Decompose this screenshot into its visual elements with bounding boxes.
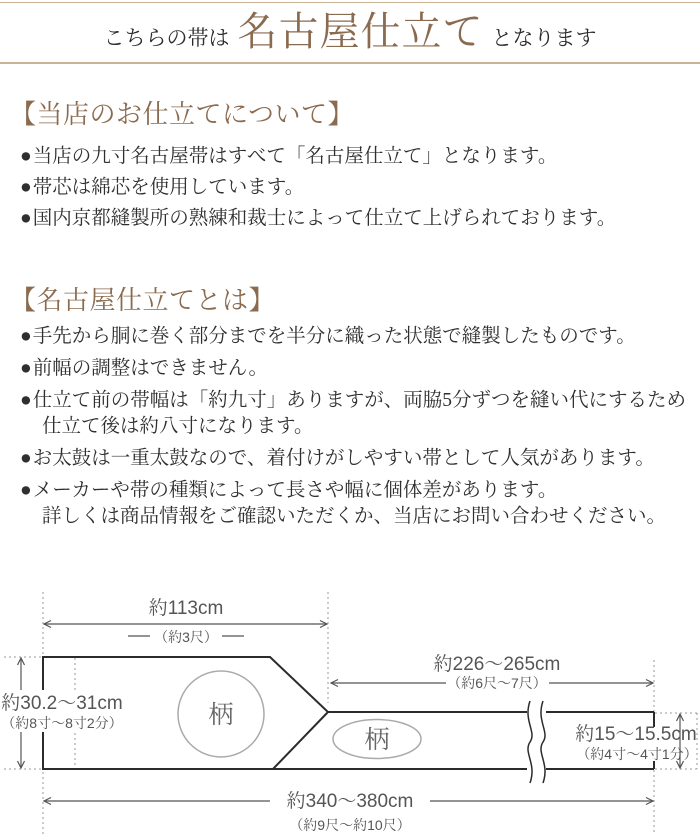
- list-item: [20, 144, 616, 170]
- bullet-marker: ●: [20, 208, 32, 229]
- wide-width-cm-label: 約30.2〜31cm: [1, 693, 123, 714]
- bullet-marker: ●: [20, 480, 32, 501]
- bullet-text: 当店の九寸名古屋帯はすべて「名古屋仕立て」となります。: [32, 146, 558, 167]
- obi-outline: [43, 657, 654, 769]
- header-rule: [0, 62, 700, 64]
- bullet-marker: ●: [20, 326, 32, 347]
- bullet-marker: ●: [20, 390, 32, 411]
- page-title: [0, 0, 700, 60]
- taiko-length-shaku-label: （約6尺〜7尺）: [447, 675, 547, 691]
- bullet-marker: ●: [20, 146, 32, 167]
- title-highlight: 名古屋仕立て: [237, 9, 484, 54]
- bullet-text: お太鼓は一重太鼓なので、着付けがしやすい帯として人気があります。: [32, 448, 655, 469]
- bullet-text-continuation: 仕立て後は約八寸になります。: [42, 416, 314, 437]
- section1-list: [20, 144, 616, 237]
- bullet-marker: ●: [20, 358, 32, 379]
- title-prefix: こちらの帯は: [103, 26, 230, 50]
- list-item: [20, 388, 686, 440]
- bullet-text: 手先から胴に巻く部分までを半分に織った状態で縫製したものです。: [32, 326, 636, 347]
- bullet-marker: ●: [20, 177, 32, 198]
- tesaki-length-cm-label: 約113cm: [148, 598, 224, 619]
- pattern-label-narrow: 柄: [364, 726, 390, 754]
- break-wavy-lines: [528, 701, 545, 783]
- total-length-cm-label: 約340〜380cm: [286, 791, 414, 812]
- list-item: [20, 324, 686, 350]
- section2-list: [20, 324, 686, 536]
- title-suffix: となります: [491, 26, 597, 50]
- tesaki-length-shaku-label: （約3尺）: [154, 629, 218, 645]
- section1-heading: 【当店のお仕立てについて】: [10, 100, 354, 129]
- total-length-shaku-label: （約9尺〜約10尺）: [289, 817, 411, 833]
- bullet-text: 帯芯は綿芯を使用しています。: [32, 177, 305, 198]
- list-item: [20, 175, 616, 201]
- taiko-length-cm-label: 約226〜265cm: [433, 654, 561, 675]
- bullet-text: 前幅の調整はできません。: [32, 358, 268, 379]
- pattern-label-wide: 柄: [208, 701, 234, 729]
- bullet-text-continuation: 詳しくは商品情報をご確認いただくか、当店にお問い合わせください。: [42, 506, 667, 527]
- bullet-text: 国内京都縫製所の熟練和裁士によって仕立て上げられております。: [32, 208, 617, 229]
- section2-heading: 【名古屋仕立てとは】: [10, 286, 276, 315]
- narrow-width-sun-label: （約4寸〜4寸1分）: [576, 746, 698, 762]
- obi-measurement-diagram: [0, 585, 700, 840]
- bullet-marker: ●: [20, 448, 32, 469]
- bullet-text: メーカーや帯の種類によって長さや幅に個体差があります。: [32, 480, 558, 501]
- wide-width-sun-label: （約8寸〜8寸2分）: [1, 715, 123, 731]
- list-item: [20, 478, 686, 530]
- list-item: [20, 446, 686, 472]
- narrow-width-cm-label: 約15〜15.5cm: [575, 724, 697, 745]
- bullet-text: 仕立て前の帯幅は「約九寸」ありますが、両脇5分ずつを縫い代にするため: [32, 390, 687, 411]
- list-item: [20, 356, 686, 382]
- list-item: [20, 206, 616, 232]
